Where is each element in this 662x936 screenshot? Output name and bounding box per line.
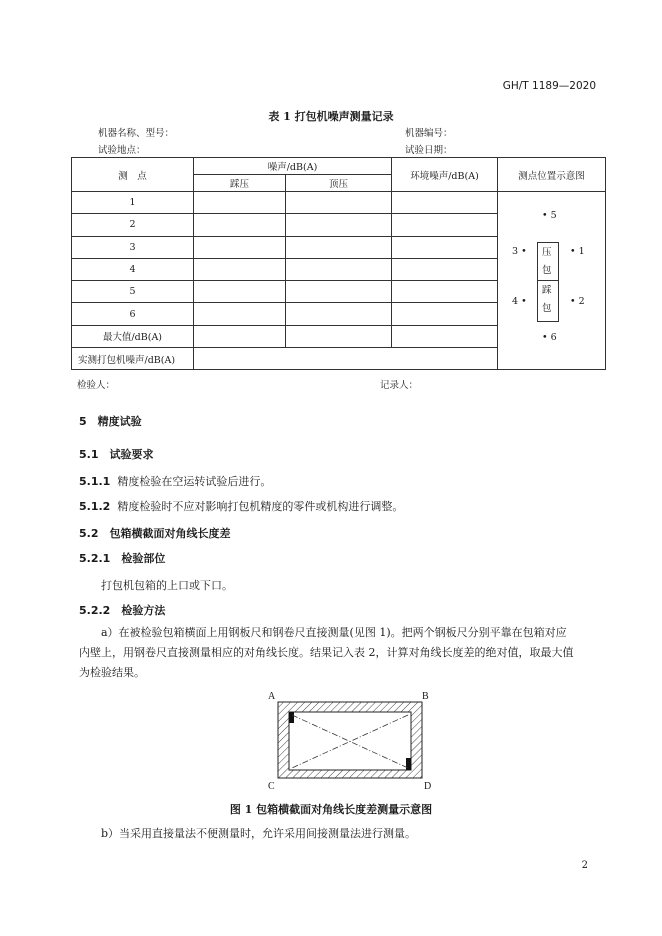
cell-env[interactable]: [392, 281, 498, 303]
cell-env[interactable]: [392, 192, 498, 214]
figure-1-caption: 图 1 包箱横截面对角线长度差测量示意图: [229, 803, 433, 816]
corner-label-b: B: [422, 691, 429, 702]
point-2: • 2: [570, 296, 585, 307]
cell-top[interactable]: [286, 303, 392, 325]
box-wall-hatched: [278, 702, 422, 778]
point-1: • 1: [570, 246, 585, 257]
point-5: • 5: [542, 210, 557, 221]
row-point: 1: [72, 192, 194, 214]
recorder-label: 记录人：: [380, 380, 419, 391]
cell-foot[interactable]: [194, 258, 286, 280]
actual-noise-label: 实测打包机噪声/dB(A): [72, 348, 194, 370]
point-6: • 6: [542, 332, 557, 343]
clause-number: 5.1.1: [79, 475, 111, 488]
cell-foot[interactable]: [194, 236, 286, 258]
cell-env[interactable]: [392, 258, 498, 280]
table-caption: 表 1 打包机噪声测量记录: [268, 110, 394, 123]
machine-number-label: 机器编号：: [405, 128, 453, 139]
machine-name-label: 机器名称、型号：: [98, 128, 175, 139]
cell-foot[interactable]: [194, 214, 286, 236]
cell-top[interactable]: [286, 325, 392, 347]
corner-label-c: C: [268, 781, 275, 792]
box-label-bottom-1: 踩: [542, 285, 552, 296]
header-point: 测 点: [72, 158, 194, 192]
table-row: [72, 192, 606, 214]
cell-top[interactable]: [286, 192, 392, 214]
cell-foot[interactable]: [194, 303, 286, 325]
corner-label-a: A: [268, 691, 276, 702]
cell-env[interactable]: [392, 214, 498, 236]
row-point: 6: [72, 303, 194, 325]
baler-divider: [538, 280, 558, 281]
cell-foot[interactable]: [194, 281, 286, 303]
header-noise: 噪声/dB(A): [194, 158, 392, 175]
clause-text: 精度检验时不应对影响打包机精度的零件或机构进行调整。: [117, 500, 404, 513]
test-date-label: 试验日期：: [405, 145, 453, 156]
point-3: 3 •: [512, 246, 527, 257]
clause-5-1-2: [79, 498, 403, 514]
section-5-2-2-title: 5.2.2 检验方法: [79, 604, 166, 617]
cell-actual[interactable]: [194, 348, 498, 370]
standard-number: GH/T 1189—2020: [502, 80, 596, 92]
inspection-position-text: 打包机包箱的上口或下口。: [101, 579, 233, 592]
cell-top[interactable]: [286, 236, 392, 258]
steel-ruler-left: [289, 712, 294, 723]
box-label-bottom-2: 包: [542, 303, 552, 314]
cell-top[interactable]: [286, 281, 392, 303]
point-4: 4 •: [512, 296, 527, 307]
para-a-line-3: 为检验结果。: [79, 666, 145, 679]
table-header-row: [72, 158, 606, 175]
cell-env[interactable]: [392, 325, 498, 347]
cell-env[interactable]: [392, 236, 498, 258]
corner-label-d: D: [424, 781, 432, 792]
para-a-line-1: a）在被检验包箱横面上用钢板尺和钢卷尺直接测量(见图 1)。把两个钢板尺分别平靠在包箱对应: [101, 626, 567, 639]
page-number: 2: [581, 860, 588, 871]
section-5-title: 5 精度试验: [79, 415, 142, 428]
row-point: 4: [72, 258, 194, 280]
para-a-line-2: 内壁上，用钢卷尺直接测量相应的对角线长度。结果记入表 2，计算对角线长度差的绝对值，取最大值: [79, 646, 574, 659]
section-5-2-1-title: 5.2.1 检验部位: [79, 552, 166, 565]
inspector-label: 检验人：: [77, 380, 116, 391]
header-foot-press: 踩压: [194, 175, 286, 192]
section-5-1-title: 5.1 试验要求: [79, 448, 154, 461]
box-label-top-1: 压: [542, 247, 552, 258]
header-top-press: 顶压: [286, 175, 392, 192]
header-diagram: 测点位置示意图: [498, 158, 606, 192]
noise-record-table: [71, 157, 606, 370]
clause-text: 精度检验在空运转试验后进行。: [117, 475, 272, 488]
section-5-2-title: 5.2 包箱横截面对角线长度差: [79, 527, 231, 540]
measure-point-diagram: [498, 192, 606, 370]
cell-top[interactable]: [286, 258, 392, 280]
cell-top[interactable]: [286, 214, 392, 236]
baler-box: [537, 242, 559, 322]
steel-ruler-right: [406, 758, 411, 770]
test-site-label: 试验地点：: [98, 145, 146, 156]
box-label-top-2: 包: [542, 265, 552, 276]
row-point: 3: [72, 236, 194, 258]
clause-5-1-1: [79, 473, 271, 489]
header-env-noise: 环境噪声/dB(A): [392, 158, 498, 192]
cell-foot[interactable]: [194, 325, 286, 347]
clause-number: 5.1.2: [79, 500, 111, 513]
cell-env[interactable]: [392, 303, 498, 325]
para-b: b）当采用直接量法不便测量时，允许采用间接测量法进行测量。: [101, 827, 417, 840]
figure-1-diagram: [262, 688, 442, 793]
row-point: 5: [72, 281, 194, 303]
cell-foot[interactable]: [194, 192, 286, 214]
row-point: 2: [72, 214, 194, 236]
max-value-label: 最大值/dB(A): [72, 325, 194, 347]
